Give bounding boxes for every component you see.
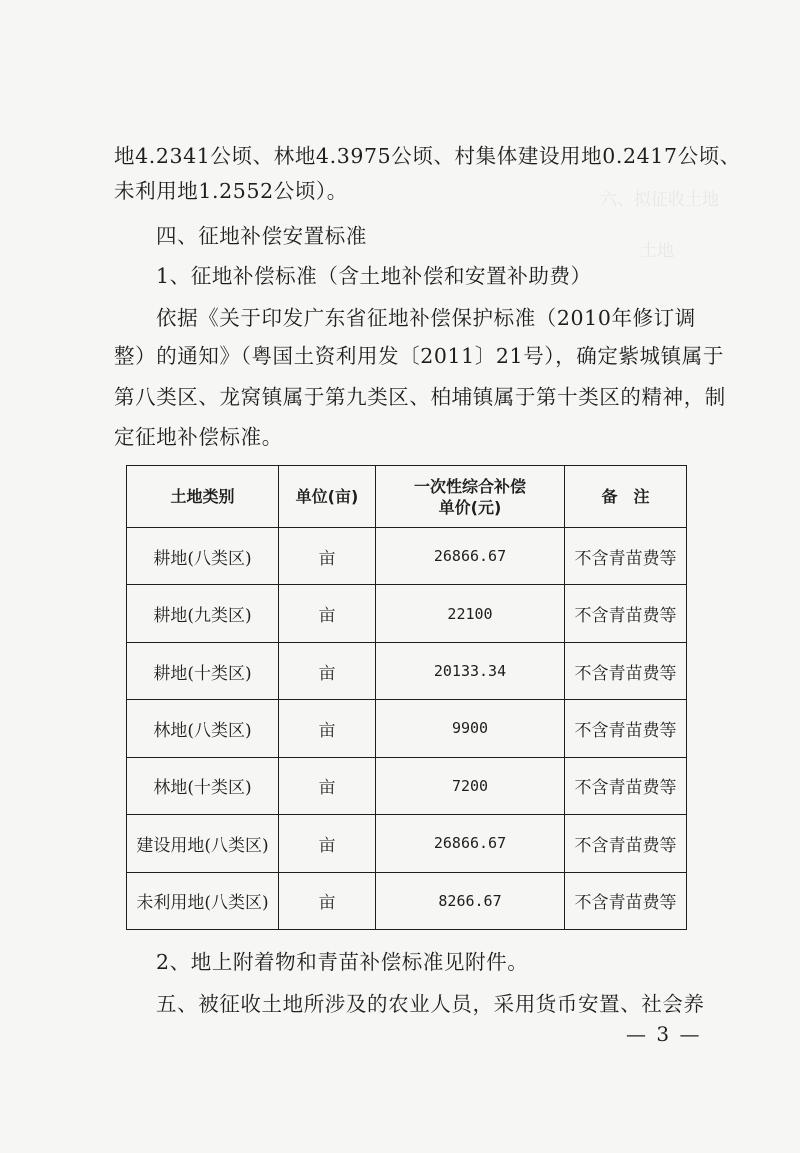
header-unit: 单位(亩) <box>279 466 376 528</box>
header-compensation-line1: 一次性综合补偿 <box>413 476 526 496</box>
body-line-8: 定征地补偿标准。 <box>114 425 283 449</box>
table-row <box>127 757 687 814</box>
cell-unit: 亩 <box>279 872 376 929</box>
section-heading-5: 五、被征收土地所涉及的农业人员，采用货币安置、社会养 <box>156 992 705 1016</box>
bleed-through-text: 土地 <box>640 241 674 261</box>
table-row <box>127 585 687 642</box>
cell-price: 26866.67 <box>376 528 565 585</box>
cell-unit: 亩 <box>279 700 376 757</box>
body-line-5: 依据《关于印发广东省征地补偿保护标准（2010年修订调 <box>156 306 696 330</box>
subsection-heading-1: 1、征地补偿标准（含土地补偿和安置补助费） <box>156 264 592 288</box>
page-number: — 3 — <box>626 1022 702 1046</box>
table-row <box>127 700 687 757</box>
cell-unit: 亩 <box>279 528 376 585</box>
section-heading-4: 四、征地补偿安置标准 <box>156 224 367 248</box>
header-land-type: 土地类别 <box>127 466 279 528</box>
cell-remarks: 不含青苗费等 <box>565 757 687 814</box>
body-line-attachment-note: 2、地上附着物和青苗补偿标准见附件。 <box>156 950 529 974</box>
cell-unit: 亩 <box>279 585 376 642</box>
cell-price: 22100 <box>376 585 565 642</box>
cell-remarks: 不含青苗费等 <box>565 872 687 929</box>
cell-remarks: 不含青苗费等 <box>565 642 687 699</box>
cell-price: 26866.67 <box>376 815 565 872</box>
cell-remarks: 不含青苗费等 <box>565 585 687 642</box>
compensation-standard-table <box>126 465 687 930</box>
cell-land-type: 林地(八类区) <box>127 700 279 757</box>
cell-land-type: 林地(十类区) <box>127 757 279 814</box>
body-line-2: 未利用地1.2552公顷）。 <box>114 179 348 203</box>
table-row <box>127 642 687 699</box>
bleed-through-text: 六、拟征收土地 <box>600 190 719 210</box>
cell-remarks: 不含青苗费等 <box>565 815 687 872</box>
cell-unit: 亩 <box>279 815 376 872</box>
cell-price: 9900 <box>376 700 565 757</box>
cell-price: 8266.67 <box>376 872 565 929</box>
cell-price: 7200 <box>376 757 565 814</box>
cell-remarks: 不含青苗费等 <box>565 528 687 585</box>
header-compensation-line2: 单价(元) <box>438 497 502 517</box>
cell-land-type: 耕地(八类区) <box>127 528 279 585</box>
cell-remarks: 不含青苗费等 <box>565 700 687 757</box>
body-line-6: 整）的通知》（粤国土资利用发〔2011〕21号），确定紫城镇属于 <box>114 344 724 368</box>
header-remarks: 备 注 <box>565 466 687 528</box>
body-line-7: 第八类区、龙窝镇属于第九类区、柏埔镇属于第十类区的精神，制 <box>114 385 726 409</box>
header-compensation <box>376 466 565 528</box>
table-row <box>127 872 687 929</box>
cell-unit: 亩 <box>279 757 376 814</box>
table-row <box>127 528 687 585</box>
table-row <box>127 815 687 872</box>
cell-unit: 亩 <box>279 642 376 699</box>
cell-land-type: 建设用地(八类区) <box>127 815 279 872</box>
cell-price: 20133.34 <box>376 642 565 699</box>
cell-land-type: 耕地(十类区) <box>127 642 279 699</box>
table-header-row <box>127 466 687 528</box>
cell-land-type: 耕地(九类区) <box>127 585 279 642</box>
body-line-1: 地4.2341公顷、林地4.3975公顷、村集体建设用地0.2417公顷、 <box>114 144 741 168</box>
cell-land-type: 未利用地(八类区) <box>127 872 279 929</box>
